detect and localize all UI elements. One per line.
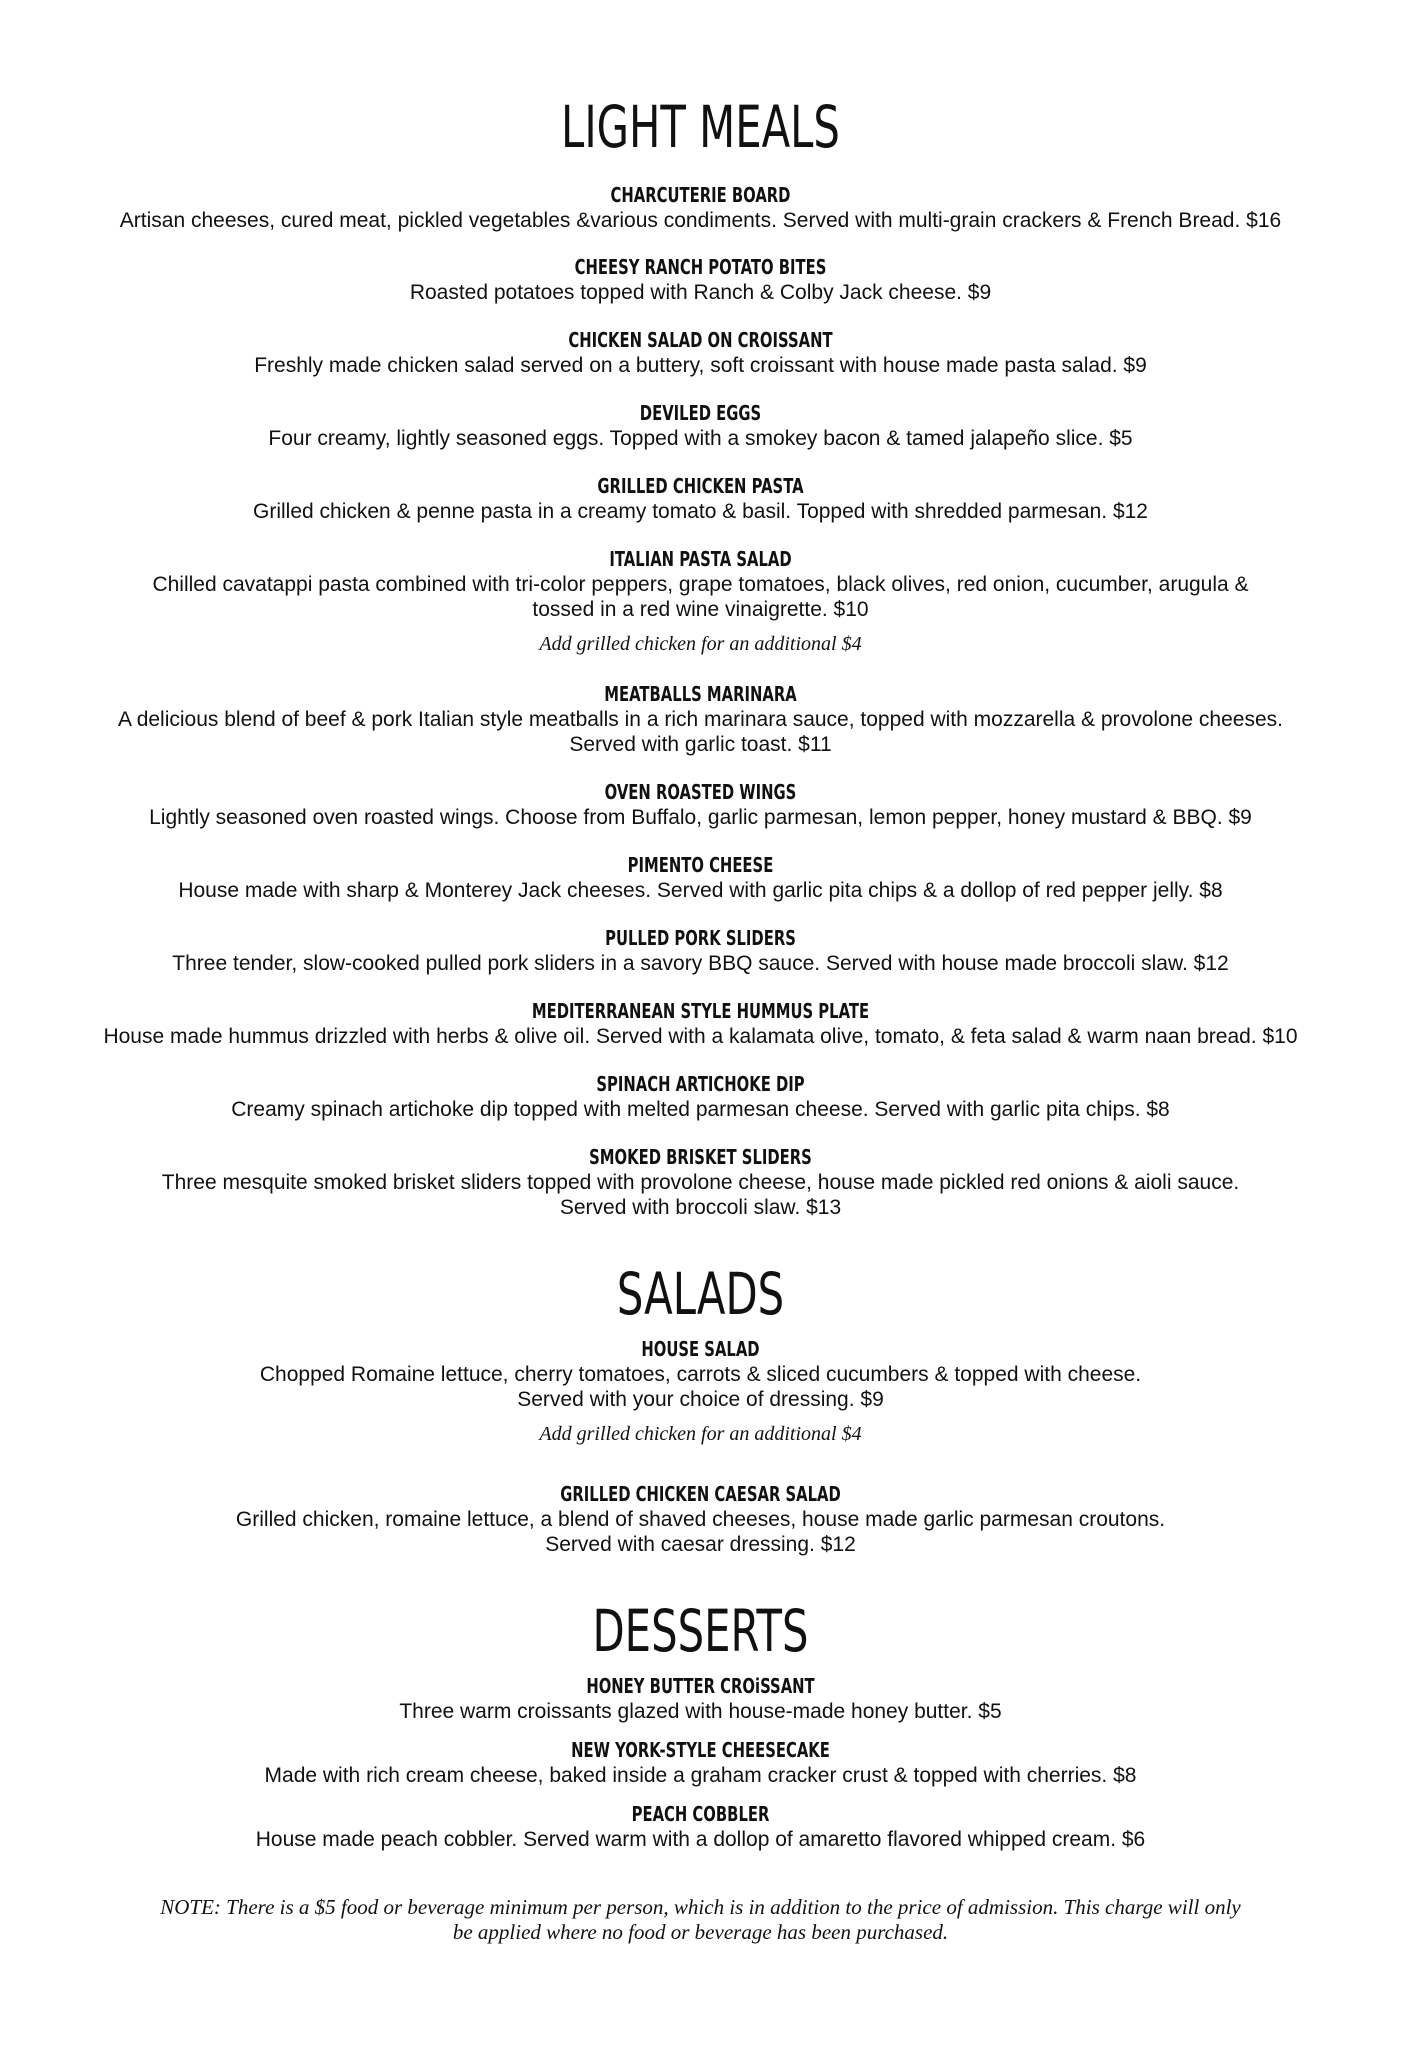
item-name: CHEESY RANCH POTATO BITES	[574, 255, 827, 279]
section-title-light-meals: LIGHT MEALS	[561, 93, 840, 161]
menu-item-grilled-chicken-caesar-salad	[40, 1481, 1361, 1557]
item-description-line-1: Chopped Romaine lettuce, cherry tomatoes, carrots & sliced cucumbers & topped with cheese.	[259, 1363, 1142, 1386]
item-description: Made with rich cream cheese, baked inside a graham cracker crust & topped with cherries. $8	[264, 1764, 1137, 1787]
menu-item-mediterranean-hummus-plate	[40, 998, 1361, 1049]
item-name: PIMENTO CHEESE	[627, 853, 774, 877]
menu-item-pulled-pork-sliders	[40, 925, 1361, 976]
item-description-line-1: Grilled chicken, romaine lettuce, a blend of shaved cheeses, house made garlic parmesan croutons.	[235, 1508, 1166, 1531]
menu-item-oven-roasted-wings	[40, 779, 1361, 830]
item-name: PEACH COBBLER	[631, 1802, 770, 1826]
item-name: HONEY BUTTER CROiSSANT	[586, 1674, 815, 1698]
item-name: GRILLED CHICKEN PASTA	[597, 474, 804, 498]
item-description-line-2: Served with caesar dressing. $12	[545, 1533, 856, 1556]
section-title-desserts: DESSERTS	[592, 1597, 809, 1665]
item-description: Grilled chicken & penne pasta in a creamy tomato & basil. Topped with shredded parmesan. $12	[253, 500, 1148, 523]
menu-item-honey-butter-croissant	[40, 1673, 1361, 1724]
item-name: SPINACH ARTICHOKE DIP	[596, 1072, 805, 1096]
item-description-line-2: Served with your choice of dressing. $9	[517, 1388, 884, 1411]
menu-item-house-salad	[40, 1336, 1361, 1446]
menu-item-new-york-cheesecake	[40, 1737, 1361, 1788]
item-name: MEDITERRANEAN STYLE HUMMUS PLATE	[531, 999, 870, 1023]
item-description: House made peach cobbler. Served warm with a dollop of amaretto flavored whipped cream. $6	[255, 1828, 1146, 1851]
note-line-2: be applied where no food or beverage has been purchased.	[452, 1920, 949, 1944]
item-description: Lightly seasoned oven roasted wings. Choose from Buffalo, garlic parmesan, lemon pepper, honey mustard & BBQ. $9	[149, 806, 1252, 829]
item-description-line-2: Served with broccoli slaw. $13	[559, 1196, 842, 1219]
minimum-purchase-note	[70, 1895, 1331, 1945]
item-description: Roasted potatoes topped with Ranch & Colby Jack cheese. $9	[409, 281, 992, 304]
item-name: DEVILED EGGS	[639, 401, 762, 425]
menu-item-pimento-cheese	[40, 852, 1361, 903]
item-name: NEW YORK-STYLE CHEESECAKE	[571, 1738, 830, 1762]
item-name: CHICKEN SALAD ON CROISSANT	[568, 328, 833, 352]
menu-item-grilled-chicken-pasta	[40, 473, 1361, 524]
item-description: House made hummus drizzled with herbs & olive oil. Served with a kalamata olive, tomato, & feta salad & warm naan bread. $10	[103, 1025, 1298, 1048]
item-name: CHARCUTERIE BOARD	[610, 183, 791, 207]
item-name: SMOKED BRISKET SLIDERS	[589, 1145, 812, 1169]
menu-item-chicken-salad-on-croissant	[40, 327, 1361, 378]
menu-item-charcuterie-board	[40, 182, 1361, 233]
item-name: PULLED PORK SLIDERS	[605, 926, 796, 950]
menu-item-cheesy-ranch-potato-bites	[40, 254, 1361, 305]
menu-item-spinach-artichoke-dip	[40, 1071, 1361, 1122]
item-name: GRILLED CHICKEN CAESAR SALAD	[560, 1482, 841, 1506]
item-add-on-note: Add grilled chicken for an additional $4	[539, 1423, 862, 1445]
item-name: MEATBALLS MARINARA	[604, 682, 797, 706]
item-description: Freshly made chicken salad served on a buttery, soft croissant with house made pasta salad. $9	[254, 354, 1147, 377]
item-name: ITALIAN PASTA SALAD	[609, 547, 792, 571]
item-description: Four creamy, lightly seasoned eggs. Topped with a smokey bacon & tamed jalapeño slice. $5	[268, 427, 1133, 450]
item-description-line-1: Three mesquite smoked brisket sliders topped with provolone cheese, house made pickled red onions & aioli sauce.	[161, 1171, 1240, 1194]
menu-item-italian-pasta-salad	[40, 546, 1361, 656]
menu-item-deviled-eggs	[40, 400, 1361, 451]
item-description-line-1: Chilled cavatappi pasta combined with tri-color peppers, grape tomatoes, black olives, red onion, cucumber, arugula &	[152, 573, 1249, 596]
item-description-line-1: A delicious blend of beef & pork Italian style meatballs in a rich marinara sauce, topped with mozzarella & provolone cheeses.	[118, 708, 1283, 731]
menu-item-meatballs-marinara	[40, 681, 1361, 757]
item-add-on-note: Add grilled chicken for an additional $4	[539, 633, 862, 655]
item-description: Three tender, slow-cooked pulled pork sliders in a savory BBQ sauce. Served with house made broccoli slaw. $12	[172, 952, 1229, 975]
menu-item-smoked-brisket-sliders	[40, 1144, 1361, 1220]
item-name: OVEN ROASTED WINGS	[604, 780, 797, 804]
item-description: House made with sharp & Monterey Jack cheeses. Served with garlic pita chips & a dollop of red pepper jelly. $8	[178, 879, 1223, 902]
item-name: HOUSE SALAD	[641, 1337, 760, 1361]
item-description: Creamy spinach artichoke dip topped with melted parmesan cheese. Served with garlic pita chips. $8	[231, 1098, 1170, 1121]
menu-item-peach-cobbler	[40, 1801, 1361, 1852]
section-title-salads: SALADS	[616, 1260, 785, 1328]
item-description: Artisan cheeses, cured meat, pickled vegetables &various condiments. Served with multi-grain crackers & French Bread. $16	[119, 209, 1282, 232]
item-description-line-2: tossed in a red wine vinaigrette. $10	[532, 598, 869, 621]
item-description-line-2: Served with garlic toast. $11	[569, 733, 832, 756]
note-line-1: NOTE: There is a $5 food or beverage minimum per person, which is in addition to the price of admission. This charge will only	[160, 1895, 1241, 1919]
item-description: Three warm croissants glazed with house-made honey butter. $5	[399, 1700, 1002, 1723]
